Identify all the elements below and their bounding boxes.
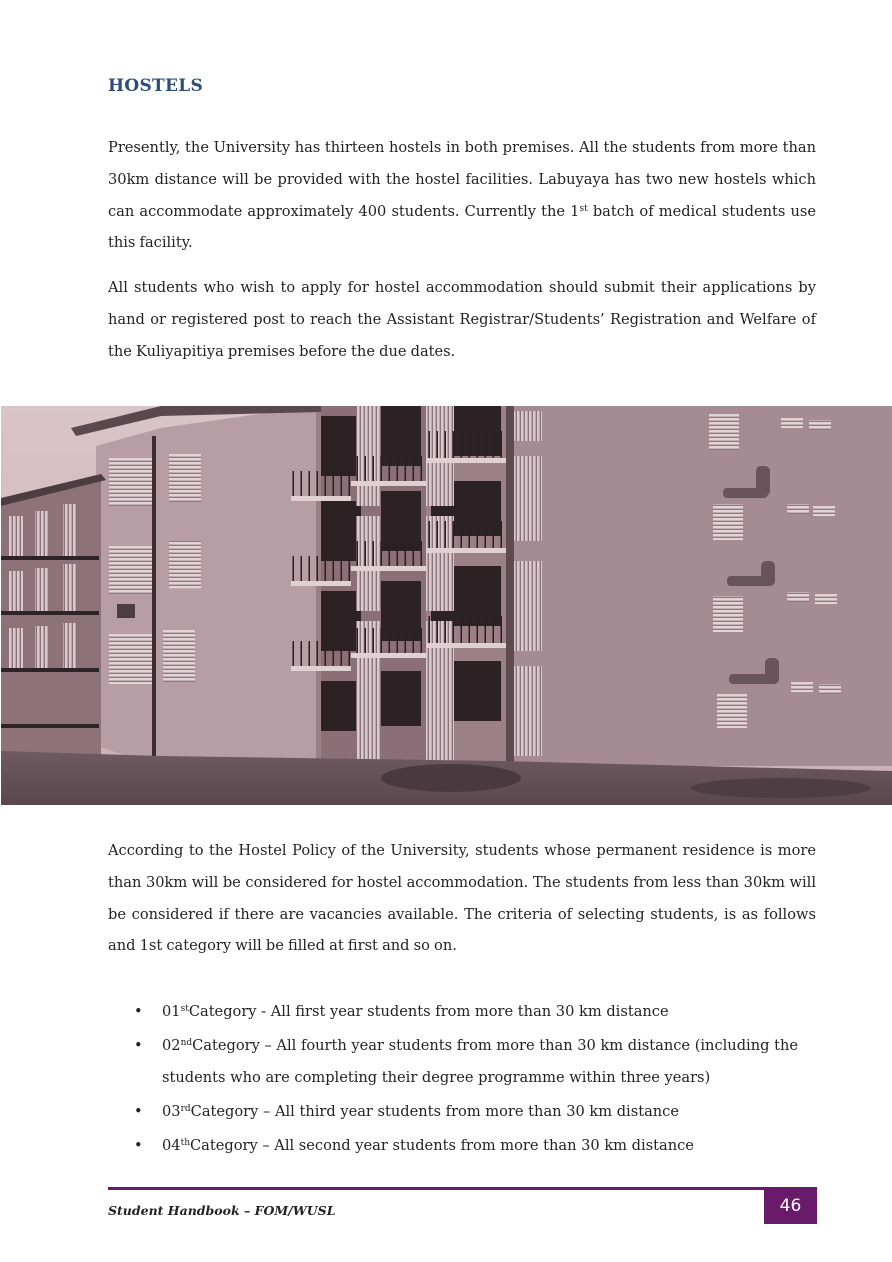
category-list (108, 996, 816, 1164)
intro-paragraph: Presently, the University has thirteen hostels in both premises. All the students from more than 30km distance will be provided with the hostel facilities. Labuyaya has two new hostels which can accommodate approximately 400 students. Currently the 1st batch of medical students use this facility. (108, 139, 817, 252)
list-item: • 01stCategory - All first year students from more than 30 km distance (134, 1003, 669, 1020)
list-item: • 03rdCategory – All third year students from more than 30 km distance (134, 1102, 679, 1120)
page-number: 46 (764, 1187, 817, 1224)
section-title: HOSTELS (108, 76, 204, 96)
application-paragraph: All students who wish to apply for hostel accommodation should submit their applications by hand or registered post to reach the Assistant Registrar/Students’ Registration and Welfare of the Kuliyapitiya premises before the due dates. (108, 279, 816, 360)
policy-paragraph: According to the Hostel Policy of the University, students whose permanent residence is more than 30km will be considered for hostel accommodation. The students from less than 30km will be considered if there are vacancies available. The criteria of selecting students, is as follows and 1st category will be filled at first and so on. (108, 842, 816, 955)
footer-title: Student Handbook – FOM/WUSL (108, 1203, 336, 1218)
list-item: • 02ndCategory – All fourth year students from more than 30 km distance (including the students who are completing their degree programme within three years) (134, 1037, 798, 1086)
hostel-building-photo (1, 406, 892, 805)
footer-divider (108, 1187, 765, 1190)
list-item: • 04thCategory – All second year students from more than 30 km distance (134, 1136, 694, 1154)
